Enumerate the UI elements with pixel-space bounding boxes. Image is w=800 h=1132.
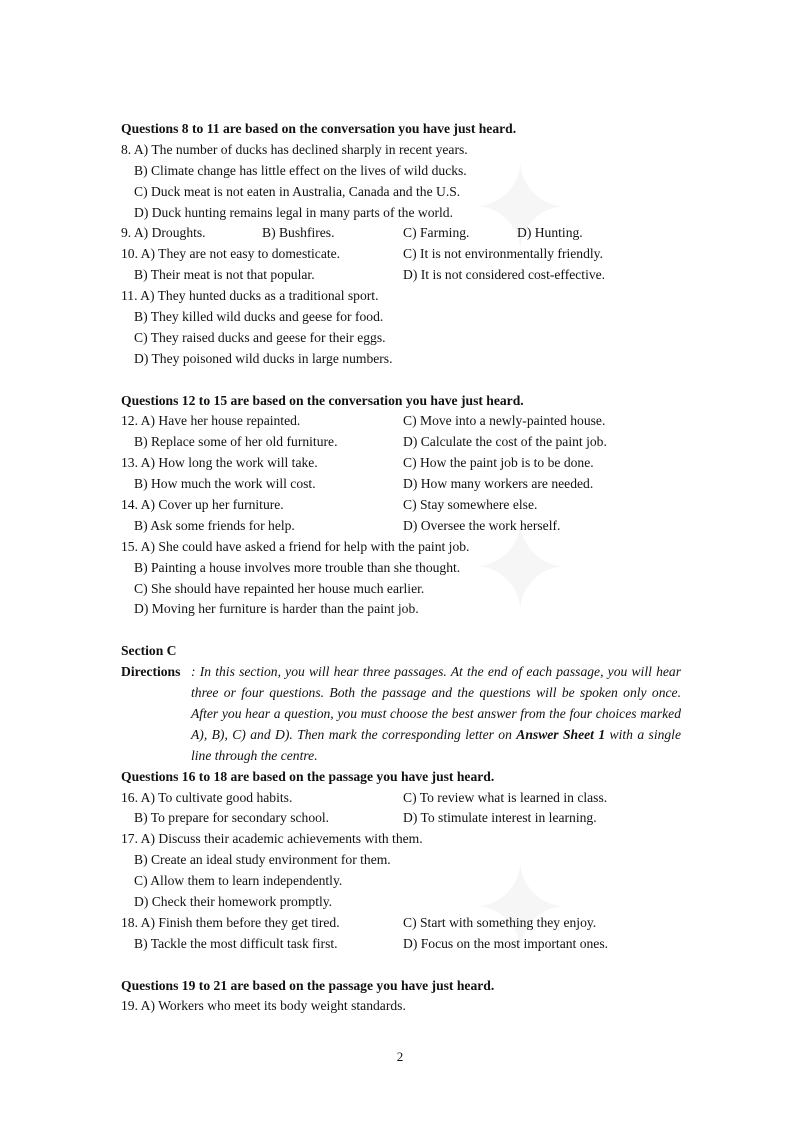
question-10-row1 bbox=[121, 244, 681, 265]
question-9 bbox=[121, 223, 681, 244]
option-15d: D) Moving her furniture is harder than the paint job. bbox=[134, 601, 419, 617]
question-12-row2 bbox=[121, 432, 681, 453]
answer-sheet-ref: Answer Sheet 1 bbox=[516, 726, 606, 742]
option-16c: C) To review what is learned in class. bbox=[403, 789, 608, 805]
section-heading-q8-11: Questions 8 to 11 are based on the conversation you have just heard. bbox=[121, 121, 517, 136]
option-12d: D) Calculate the cost of the paint job. bbox=[403, 434, 607, 450]
option-9c: C) Farming. bbox=[403, 225, 470, 241]
option-11c: C) They raised ducks and geese for their eggs. bbox=[134, 329, 386, 345]
option-13d: D) How many workers are needed. bbox=[403, 476, 594, 492]
option-15b: B) Painting a house involves more trouble than she thought. bbox=[134, 559, 461, 575]
section-heading-q19-21: Questions 19 to 21 are based on the passage you have just heard. bbox=[121, 977, 495, 993]
question-18-row2 bbox=[121, 934, 681, 955]
option-11d: D) They poisoned wild ducks in large numbers. bbox=[134, 350, 393, 366]
option-8a: 8. A) The number of ducks has declined sharply in recent years. bbox=[121, 141, 468, 157]
option-9a: 9. A) Droughts. bbox=[121, 225, 206, 241]
option-18b: B) Tackle the most difficult task first. bbox=[134, 935, 338, 951]
option-17d: D) Check their homework promptly. bbox=[134, 894, 333, 910]
section-c-title: Section C bbox=[121, 643, 177, 659]
option-19a: 19. A) Workers who meet its body weight standards. bbox=[121, 998, 406, 1014]
page-number: 2 bbox=[396, 1049, 404, 1064]
directions-text bbox=[191, 662, 681, 767]
question-14-row2 bbox=[121, 516, 681, 537]
option-11a: 11. A) They hunted ducks as a traditional sport. bbox=[121, 288, 379, 304]
exam-page bbox=[121, 119, 681, 1017]
option-16a: 16. A) To cultivate good habits. bbox=[121, 789, 293, 805]
option-15a: 15. A) She could have asked a friend for help with the paint job. bbox=[121, 538, 470, 554]
option-10d: D) It is not considered cost-effective. bbox=[403, 267, 606, 283]
directions-label: Directions bbox=[121, 664, 181, 680]
option-8d: D) Duck hunting remains legal in many parts of the world. bbox=[134, 204, 454, 220]
option-8c: C) Duck meat is not eaten in Australia, Canada and the U.S. bbox=[134, 183, 461, 199]
directions-body: : In this section, you will hear three passages. At the end of each passage, you will hear three or four questions. Both the passage and the questions will be spoken only once. After you hear a question, you must choose the best answer from the four choices marked A), B), C) and D). Then mark the corresponding letter on bbox=[191, 664, 681, 742]
option-17a: 17. A) Discuss their academic achievements with them. bbox=[121, 831, 423, 847]
option-10c: C) It is not environmentally friendly. bbox=[403, 246, 603, 262]
option-15c: C) She should have repainted her house much earlier. bbox=[134, 580, 425, 596]
option-8b: B) Climate change has little effect on the lives of wild ducks. bbox=[134, 162, 467, 178]
option-12b: B) Replace some of her old furniture. bbox=[134, 434, 338, 450]
option-18d: D) Focus on the most important ones. bbox=[403, 935, 609, 951]
option-12c: C) Move into a newly-painted house. bbox=[403, 413, 606, 429]
option-13a: 13. A) How long the work will take. bbox=[121, 455, 318, 471]
option-18c: C) Start with something they enjoy. bbox=[403, 914, 597, 930]
option-10b: B) Their meat is not that popular. bbox=[134, 267, 315, 283]
option-18a: 18. A) Finish them before they get tired. bbox=[121, 914, 340, 930]
question-10-row2 bbox=[121, 265, 681, 286]
option-13c: C) How the paint job is to be done. bbox=[403, 455, 594, 471]
question-13-row1 bbox=[121, 453, 681, 474]
option-16d: D) To stimulate interest in learning. bbox=[403, 810, 597, 826]
directions-block bbox=[121, 662, 681, 767]
option-11b: B) They killed wild ducks and geese for food. bbox=[134, 309, 384, 325]
option-14c: C) Stay somewhere else. bbox=[403, 497, 538, 513]
section-heading-q16-18: Questions 16 to 18 are based on the passage you have just heard. bbox=[121, 768, 495, 784]
option-17c: C) Allow them to learn independently. bbox=[134, 873, 343, 889]
question-12-row1 bbox=[121, 411, 681, 432]
option-17b: B) Create an ideal study environment for them. bbox=[134, 852, 391, 868]
question-16-row2 bbox=[121, 808, 681, 829]
option-10a: 10. A) They are not easy to domesticate. bbox=[121, 246, 341, 262]
option-14d: D) Oversee the work herself. bbox=[403, 517, 561, 533]
option-13b: B) How much the work will cost. bbox=[134, 476, 316, 492]
section-heading-q12-15: Questions 12 to 15 are based on the conversation you have just heard. bbox=[121, 392, 524, 408]
option-9b: B) Bushfires. bbox=[262, 225, 335, 241]
option-9d: D) Hunting. bbox=[517, 225, 583, 241]
option-14b: B) Ask some friends for help. bbox=[134, 517, 295, 533]
question-14-row1 bbox=[121, 495, 681, 516]
question-16-row1 bbox=[121, 788, 681, 809]
question-13-row2 bbox=[121, 474, 681, 495]
directions-tail: with a single line through the centre. bbox=[191, 726, 681, 763]
question-18-row1 bbox=[121, 913, 681, 934]
option-16b: B) To prepare for secondary school. bbox=[134, 810, 330, 826]
option-14a: 14. A) Cover up her furniture. bbox=[121, 497, 284, 513]
option-12a: 12. A) Have her house repainted. bbox=[121, 413, 301, 429]
